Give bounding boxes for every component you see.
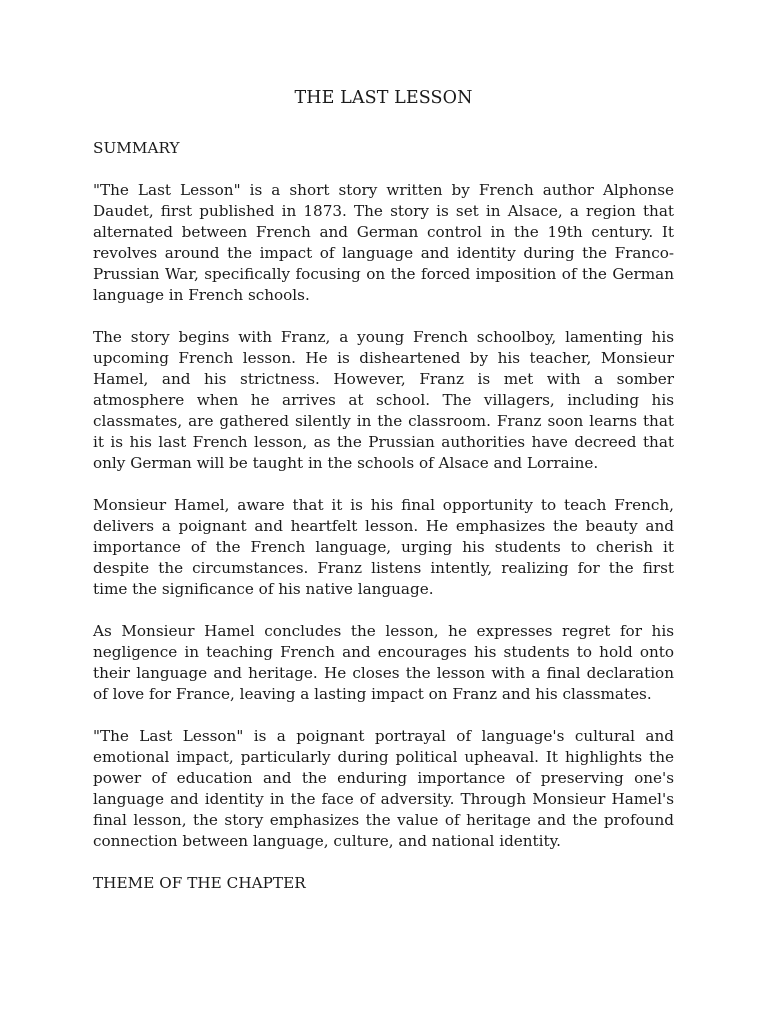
summary-paragraph: The story begins with Franz, a young French schoolboy, lamenting his upcoming French lesson. He is disheartened by his teacher, Monsieur Hamel, and his strictness. However, Franz is met with a somber atmosphere when he arrives at school. The villagers, including his classmates, are gathered silently in the classroom. Franz soon learns that it is his last French lesson, as the Prussian authorities have decreed that only German will be taught in the schools of Alsace and Lorraine. <box>93 328 674 472</box>
summary-heading: SUMMARY <box>93 139 180 157</box>
theme-heading: THEME OF THE CHAPTER <box>93 874 306 892</box>
summary-paragraph: "The Last Lesson" is a short story written by French author Alphonse Daudet, first published in 1873. The story is set in Alsace, a region that alternated between French and German control in the 19th century. It revolves around the impact of language and identity during the Franco-Prussian War, specifically focusing on the forced imposition of the German language in French schools. <box>93 181 674 304</box>
summary-paragraph: Monsieur Hamel, aware that it is his final opportunity to teach French, delivers a poignant and heartfelt lesson. He emphasizes the beauty and importance of the French language, urging his students to cherish it despite the circumstances. Franz listens intently, realizing for the first time the significance of his native language. <box>93 496 674 598</box>
summary-paragraph: As Monsieur Hamel concludes the lesson, he expresses regret for his negligence in teaching French and encourages his students to hold onto their language and heritage. He closes the lesson with a final declaration of love for France, leaving a lasting impact on Franz and his classmates. <box>93 622 674 703</box>
summary-paragraph: "The Last Lesson" is a poignant portrayal of language's cultural and emotional impact, particularly during political upheaval. It highlights the power of education and the enduring importance of preserving one's language and identity in the face of adversity. Through Monsieur Hamel's final lesson, the story emphasizes the value of heritage and the profound connection between language, culture, and national identity. <box>93 727 674 850</box>
document-page <box>93 86 674 894</box>
document-title: THE LAST LESSON <box>294 88 473 108</box>
